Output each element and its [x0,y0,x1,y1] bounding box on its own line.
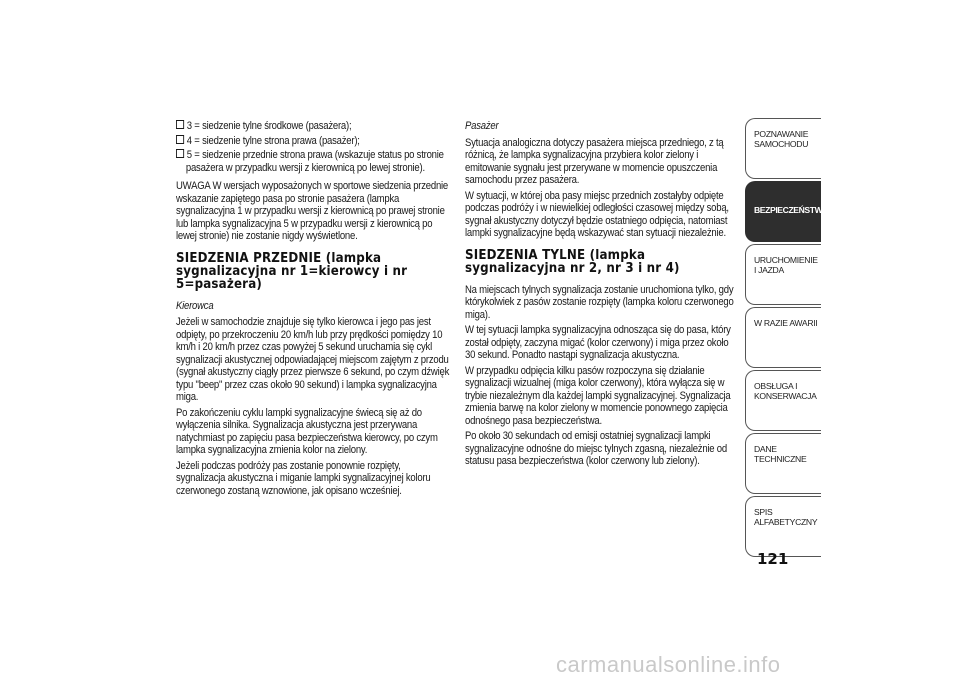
watermark: carmanualsonline.info [556,652,781,677]
tab-spis-alfabetyczny[interactable]: SPIS ALFABETYCZNY [745,496,821,557]
checkbox-bullet-icon [176,120,184,129]
paragraph: Jeżeli w samochodzie znajduje się tylko kierowca i jego pas jest odpięty, po przekroczeniu 20 km/h lub przy prędkości pomiędzy 10 km/h i 20 km/h przez czas powyżej 5 sekund uruchamia się cykl sygnalizacji akustycznej odpowiadającej miejscom zajętym z przodu (sygnał akustyczny ciągły przez pierwsze 6 sekund, po czym dźwięk typu "beep" przez czas około 90 sekund) i lampka sygnalizacyjna miga. [176,316,450,403]
tab-w-razie-awarii[interactable]: W RAZIE AWARII [745,307,821,368]
right-column [465,120,738,471]
paragraph: W tej sytuacji lampka sygnalizacyjna odnosząca się do pasa, który został odpięty, zaczyna migać (kolor czerwony) i miga przez około 30 sekund. Ponadto nastąpi sygnalizacja akustyczna. [465,324,731,361]
chapter-tabs [745,118,829,559]
checkbox-bullet-icon [176,149,184,158]
list-item: 5 = siedzenie przednie strona prawa (wskazuje status po stronie pasażera w przypadku wersji z kierownicą po lewej stronie). [176,149,451,174]
list-item: 4 = siedzenie tylne strona prawa (pasażer); [176,135,451,148]
paragraph: W przypadku odpięcia kilku pasów rozpoczyna się działanie sygnalizacji wizualnej (miga kolor czerwony), która wyłącza się w trybie niezależnym dla każdej lampki sygnalizacyjnej. Sygnalizacja zmienia barwę na kolor zielony w momencie ponownego zapięcia odnośnego pasa bezpieczeństwa. [465,364,731,427]
list-item: 3 = siedzenie tylne środkowe (pasażera); [176,120,451,133]
left-column [176,120,451,500]
tab-poznawanie-samochodu[interactable]: POZNAWANIE SAMOCHODU [745,118,821,179]
paragraph: W sytuacji, w której oba pasy miejsc przednich zostałyby odpięte podczas podróży i w niewielkiej odległości czasowej między sobą, sygnał akustyczny dotyczył będzie ostatniego odpięcia, natomiast lampki sygnalizacyjne będą wskazywać stan sytuacji niezależnie. [465,189,729,239]
checkbox-bullet-icon [176,135,184,144]
note-paragraph: UWAGA W wersjach wyposażonych w sportowe siedzenia przednie wskazanie zapiętego pasa po stronie pasażera (lampka sygnalizacyjna 1 w przypadku wersji z kierownicą po prawej stronie lub lampka sygnalizacyjna 5 w przypadku wersji z kierownicą po lewej stronie) nie zostanie nigdy wyświetlone. [176,180,448,242]
paragraph: Jeżeli podczas podróży pas zostanie ponownie rozpięty, sygnalizacja akustyczna i miganie lampki sygnalizacyjnej koloru czerwonego zostaną wznowione, jak opisano wcześniej. [176,459,431,497]
paragraph: Po około 30 sekundach od emisji ostatniej sygnalizacji lampki sygnalizacyjne odnośne do miejsc tylnych zgasną, niezależnie od statusu pasa bezpieczeństwa (kolor czerwony lub zielony). [465,430,727,467]
paragraph: Na miejscach tylnych sygnalizacja zostanie uruchomiona tylko, gdy którykolwiek z pasów zostanie rozpięty (lampka koloru czerwonego miga). [465,283,734,321]
section-heading-front-seats: SIEDZENIA PRZEDNIE (lampka sygnalizacyjna nr 1=kierowcy i nr 5=pasażera) [176,250,408,292]
tab-bezpieczenstwo[interactable]: BEZPIECZEŃSTWO [745,181,821,242]
tab-obsluga-i-konserwacja[interactable]: OBSŁUGA I KONSERWACJA [745,370,821,431]
tab-uruchomienie-i-jazda[interactable]: URUCHOMIENIE I JAZDA [745,244,821,305]
page-number: 121 [757,550,789,568]
section-heading-rear-seats: SIEDZENIA TYLNE (lampka sygnalizacyjna nr 2, nr 3 i nr 4) [465,247,680,276]
paragraph: Sytuacja analogiczna dotyczy pasażera miejsca przedniego, z tą różnicą, że lampka sygnalizacyjna przybiera kolor zielony i emitowanie sygnału jest przerywane w momencie opuszczenia samochodu przez pasażera. [465,136,724,186]
paragraph: Po zakończeniu cyklu lampki sygnalizacyjne świecą się aż do wyłączenia silnika. Sygnalizacja akustyczna jest przerywana natychmiast po zapięciu pasa bezpieczeństwa kierowcy, po czym lampka sygnalizacyjna zmienia kolor na zielony. [176,406,438,456]
subheading-driver: Kierowca [176,299,214,312]
tab-dane-techniczne[interactable]: DANE TECHNICZNE [745,433,821,494]
subheading-passenger: Pasażer [465,120,499,132]
